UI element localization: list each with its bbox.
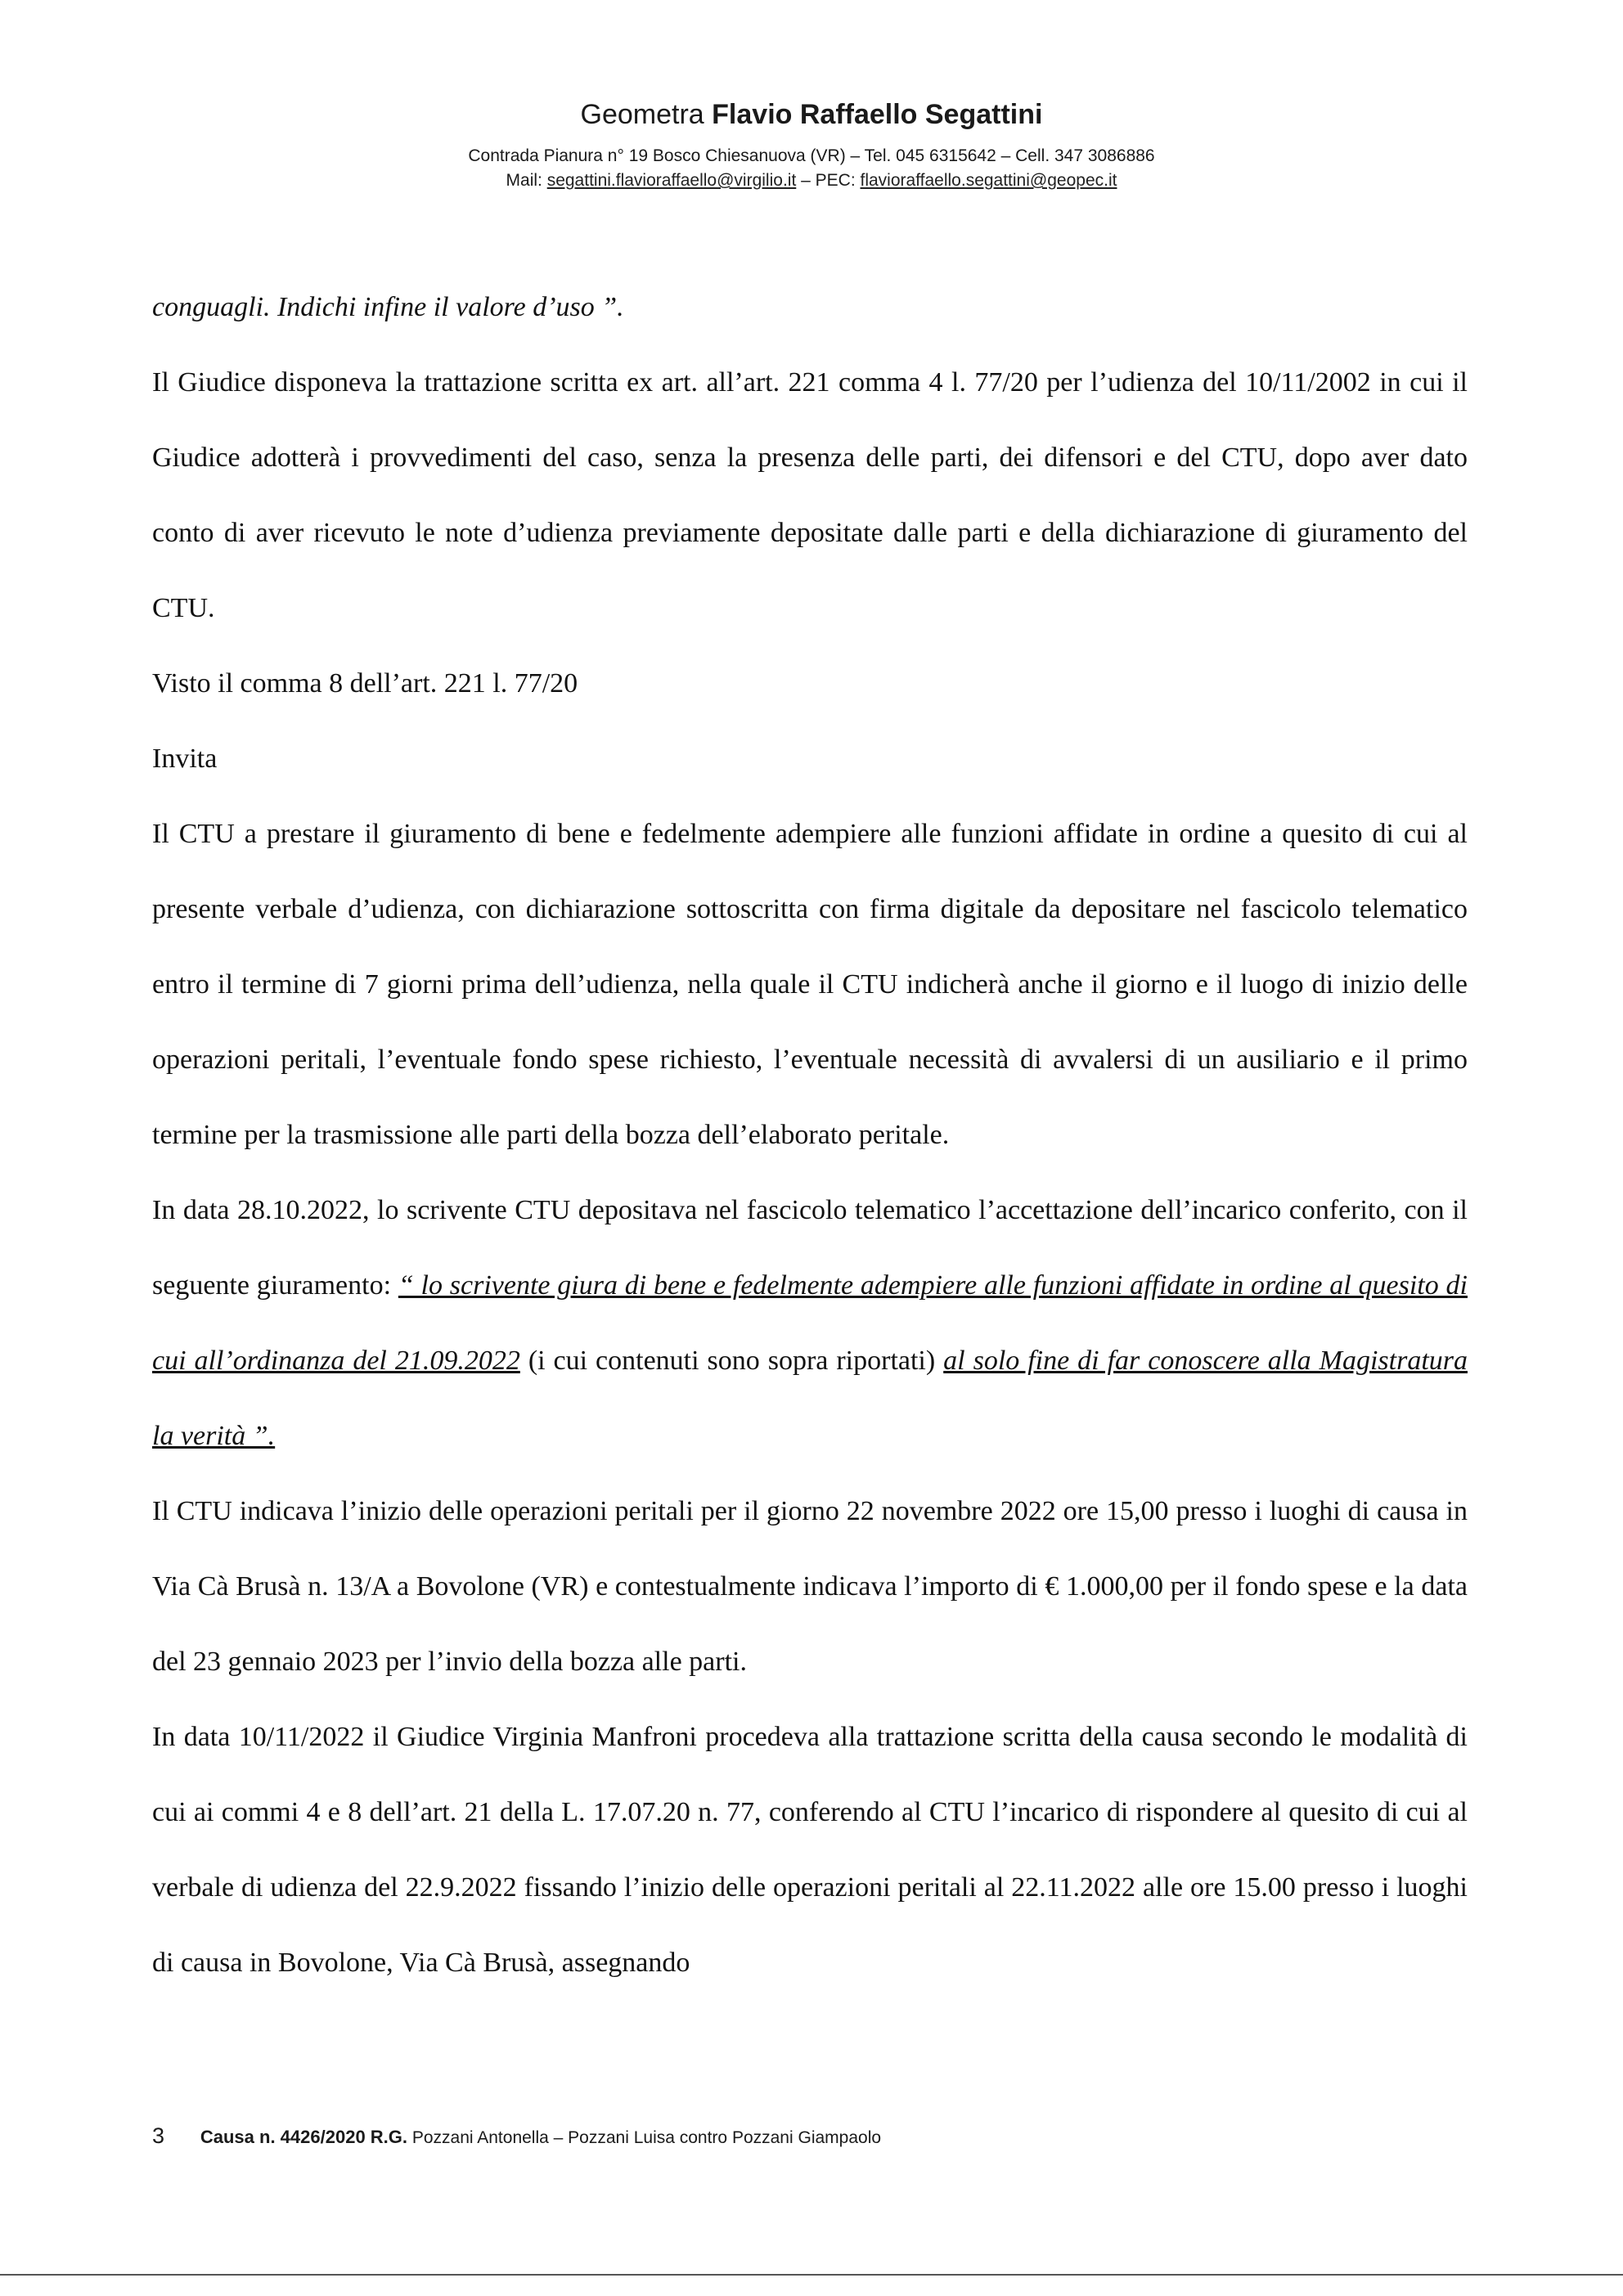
page-footer bbox=[152, 2123, 1468, 2149]
footer-divider bbox=[0, 2274, 1623, 2276]
oath-quote: “ lo scrivente giura di bene e fedelmente adempiere alle funzioni affidate in ordine al quesito di cui all’ordinanza del 21.09.2022 bbox=[152, 1270, 1468, 1376]
page-number: 3 bbox=[152, 2123, 165, 2148]
title-name: Flavio Raffaello Segattini bbox=[712, 99, 1043, 130]
paragraph-6-aside: (i cui contenuti sono sopra riportati) bbox=[528, 1346, 936, 1376]
paragraph-8: In data 10/11/2022 il Giudice Virginia Manfroni procedeva alla trattazione scritta della causa secondo le modalità di cui ai commi 4 e 8 dell’art. 21 della L. 17.07.20 n. 77, conferendo al CTU l’incarico di rispondere al quesito di cui al verbale di udienza del 22.9.2022 fissando l’inizio delle operazioni peritali al 22.11.2022 alle ore 15.00 presso i luoghi di causa in Bovolone, Via Cà Brusà, assegnando bbox=[152, 1722, 1468, 1978]
paragraph-6 bbox=[152, 1173, 1468, 1474]
mail-label: Mail: bbox=[506, 171, 542, 190]
paragraph-2: Il Giudice disponeva la trattazione scritta ex art. all’art. 221 comma 4 l. 77/20 per l’udienza del 10/11/2002 in cui il Giudice adotterà i provvedimenti del caso, senza la presenza delle parti, dei difensori e del CTU, dopo aver dato conto di aver ricevuto le note d’udienza previamente depositate dalle parti e della dichiarazione di giuramento del CTU. bbox=[152, 367, 1468, 623]
case-reference: Causa n. 4426/2020 R.G. bbox=[200, 2127, 408, 2147]
paragraph-7: Il CTU indicava l’inizio delle operazioni peritali per il giorno 22 novembre 2022 ore 15,00 presso i luoghi di causa in Via Cà Brusà n. 13/A a Bovolone (VR) e contestualmente indicava l’importo di € 1.000,00 per il fondo spese e la data del 23 gennaio 2023 per l’invio della bozza alle parti. bbox=[152, 1496, 1468, 1677]
document-body bbox=[152, 270, 1468, 2001]
paragraph-1: conguagli. Indichi infine il valore d’uso ”. bbox=[152, 292, 624, 322]
pec-separator: – PEC: bbox=[801, 171, 856, 190]
contact-line bbox=[0, 168, 1623, 193]
paragraph-4: Invita bbox=[152, 744, 218, 774]
oath-quote-end: al solo fine di far conoscere alla Magistratura la verità ”. bbox=[152, 1346, 1468, 1451]
paragraph-6-intro: In data 28.10.2022, lo scrivente CTU depositava nel fascicolo telematico l’accettazione dell’incarico conferito, con il seguente giuramento: bbox=[152, 1195, 1468, 1301]
mail-link[interactable]: segattini.flavioraffaello@virgilio.it bbox=[546, 171, 797, 190]
address-line: Contrada Pianura n° 19 Bosco Chiesanuova (VR) – Tel. 045 6315642 – Cell. 347 3086886 bbox=[468, 146, 1155, 165]
letterhead-title bbox=[0, 97, 1623, 133]
letterhead bbox=[0, 97, 1623, 193]
pec-link[interactable]: flavioraffaello.segattini@geopec.it bbox=[860, 171, 1117, 190]
paragraph-3: Visto il comma 8 dell’art. 221 l. 77/20 bbox=[152, 668, 578, 699]
title-prefix: Geometra bbox=[580, 99, 704, 130]
case-parties: Pozzani Antonella – Pozzani Luisa contro Pozzani Giampaolo bbox=[411, 2128, 882, 2147]
paragraph-5: Il CTU a prestare il giuramento di bene e fedelmente adempiere alle funzioni affidate in ordine a quesito di cui al presente verbale d’udienza, con dichiarazione sottoscritta con firma digitale da depositare nel fascicolo telematico entro il termine di 7 giorni prima dell’udienza, nella quale il CTU indicherà anche il giorno e il luogo di inizio delle operazioni peritali, l’eventuale fondo spese richiesto, l’eventuale necessità di avvalersi di un ausiliario e il primo termine per la trasmissione alle parti della bozza dell’elaborato peritale. bbox=[152, 819, 1468, 1150]
